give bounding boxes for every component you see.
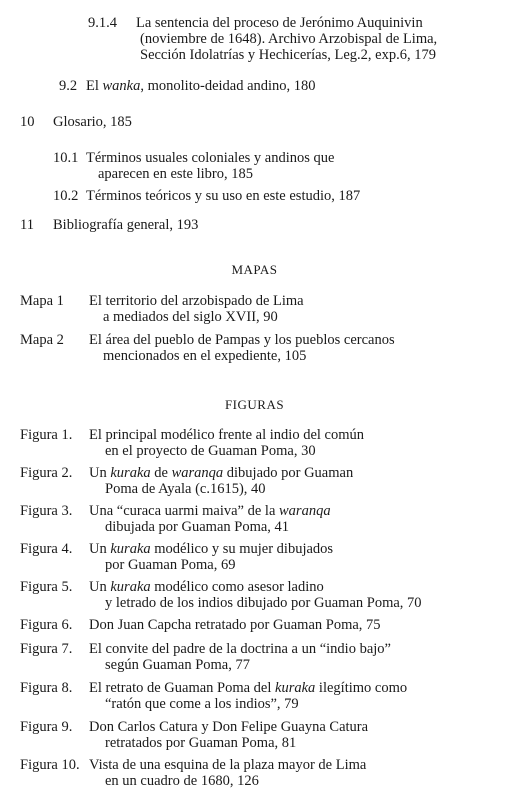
figure-label: Figura 3. bbox=[20, 503, 73, 519]
entry-number: 10.2 bbox=[53, 188, 79, 204]
section-heading-figuras: FIGURAS bbox=[224, 397, 285, 412]
entry-number: 9.2 bbox=[59, 78, 78, 94]
figure-text-line bbox=[105, 735, 296, 751]
figure-text-line bbox=[89, 579, 324, 595]
map-text-line: El área del pueblo de Pampas y los pueblos cercanos bbox=[89, 332, 395, 348]
figure-text-line bbox=[89, 427, 364, 443]
figure-text-line bbox=[89, 541, 333, 557]
map-text-line: mencionados en el expediente, 105 bbox=[103, 348, 307, 364]
figure-label: Figura 7. bbox=[20, 641, 73, 657]
figure-label: Figura 6. bbox=[20, 617, 73, 633]
figure-text-line bbox=[89, 757, 366, 773]
text-run: modélico como asesor ladino bbox=[150, 579, 324, 595]
entry-number: 10.1 bbox=[53, 150, 79, 166]
entry-text-line: aparecen en este libro, 185 bbox=[98, 166, 253, 182]
entry-text-line: (noviembre de 1648). Archivo Arzobispal de Lima, bbox=[140, 31, 438, 47]
map-label: Mapa 2 bbox=[20, 332, 64, 348]
text-run: retratados por Guaman Poma, 81 bbox=[105, 735, 297, 751]
italic-term: kuraka bbox=[110, 541, 151, 557]
text-run: Don Juan Capcha retratado por Guaman Poma, 75 bbox=[89, 617, 381, 633]
italic-term: waranqa bbox=[171, 465, 224, 481]
text-run: “ratón que come a los indios”, 79 bbox=[105, 696, 299, 712]
text-run: El principal modélico frente al indio del común bbox=[89, 427, 365, 443]
entry-number: 10 bbox=[20, 114, 35, 130]
figure-text-line bbox=[89, 680, 407, 696]
figure-text-line bbox=[105, 657, 250, 673]
figure-text-line bbox=[105, 696, 299, 712]
text-run: en el proyecto de Guaman Poma, 30 bbox=[105, 443, 316, 459]
figure-text-line bbox=[105, 519, 289, 535]
figure-label: Figura 1. bbox=[20, 427, 73, 443]
text-run: Un bbox=[89, 579, 111, 595]
figure-label: Figura 10. bbox=[20, 757, 80, 773]
text-run: Poma de Ayala (c.1615), 40 bbox=[105, 481, 266, 497]
italic-term: wanka bbox=[102, 78, 141, 94]
text-run: El retrato de Guaman Poma del bbox=[89, 680, 276, 696]
figure-text-line bbox=[105, 443, 316, 459]
entry-text-line: La sentencia del proceso de Jerónimo Auquinivin bbox=[136, 15, 423, 31]
figure-label: Figura 9. bbox=[20, 719, 73, 735]
text-run: en un cuadro de 1680, 126 bbox=[105, 773, 259, 789]
figure-text-line bbox=[89, 641, 391, 657]
text-run: modélico y su mujer dibujados bbox=[150, 541, 334, 557]
entry-text: Términos teóricos y su uso en este estudio, 187 bbox=[86, 188, 361, 204]
text-run: dibujada por Guaman Poma, 41 bbox=[105, 519, 290, 535]
entry-number: 11 bbox=[20, 217, 34, 233]
text-run: Vista de una esquina de la plaza mayor de Lima bbox=[89, 757, 367, 773]
figure-label: Figura 4. bbox=[20, 541, 73, 557]
figure-text-line bbox=[105, 595, 422, 611]
figure-text-line bbox=[89, 617, 381, 633]
entry-number: 9.1.4 bbox=[88, 15, 117, 31]
figure-label: Figura 8. bbox=[20, 680, 73, 696]
section-heading-mapas: MAPAS bbox=[231, 262, 278, 277]
text-run: por Guaman Poma, 69 bbox=[105, 557, 236, 573]
figure-text-line bbox=[105, 481, 266, 497]
map-text-line: El territorio del arzobispado de Lima bbox=[89, 293, 304, 309]
entry-text-line: Sección Idolatrías y Hechicerías, Leg.2, exp.6, 179 bbox=[140, 47, 436, 63]
figure-text-line bbox=[89, 503, 331, 519]
figure-text-line bbox=[105, 557, 235, 573]
text-run: ilegítimo como bbox=[315, 680, 408, 696]
text-run: dibujado por Guaman bbox=[223, 465, 354, 481]
italic-term: kuraka bbox=[275, 680, 316, 696]
text-run: de bbox=[150, 465, 172, 481]
text-run: Una “curaca uarmi maiva” de la bbox=[89, 503, 280, 519]
figure-label: Figura 2. bbox=[20, 465, 73, 481]
italic-term: kuraka bbox=[110, 465, 151, 481]
entry-text: Bibliografía general, 193 bbox=[53, 217, 199, 233]
text-run: Don Carlos Catura y Don Felipe Guayna Catura bbox=[89, 719, 369, 735]
text-run: Un bbox=[89, 465, 111, 481]
map-text-line: a mediados del siglo XVII, 90 bbox=[103, 309, 278, 325]
text-run: Un bbox=[89, 541, 111, 557]
italic-term: kuraka bbox=[110, 579, 151, 595]
figure-label: Figura 5. bbox=[20, 579, 73, 595]
figure-text-line bbox=[89, 465, 353, 481]
text-run: y letrado de los indios dibujado por Guaman Poma, 70 bbox=[105, 595, 422, 611]
entry-text: Glosario, 185 bbox=[53, 114, 132, 130]
italic-term: waranqa bbox=[279, 503, 331, 519]
entry-text: El wanka, monolito-deidad andino, 180 bbox=[86, 78, 316, 94]
map-label: Mapa 1 bbox=[20, 293, 64, 309]
text-run: según Guaman Poma, 77 bbox=[105, 657, 250, 673]
figure-text-line bbox=[89, 719, 368, 735]
entry-text-line: Términos usuales coloniales y andinos que bbox=[86, 150, 335, 166]
figure-text-line bbox=[105, 773, 259, 789]
text-run: El convite del padre de la doctrina a un “indio bajo” bbox=[89, 641, 391, 657]
